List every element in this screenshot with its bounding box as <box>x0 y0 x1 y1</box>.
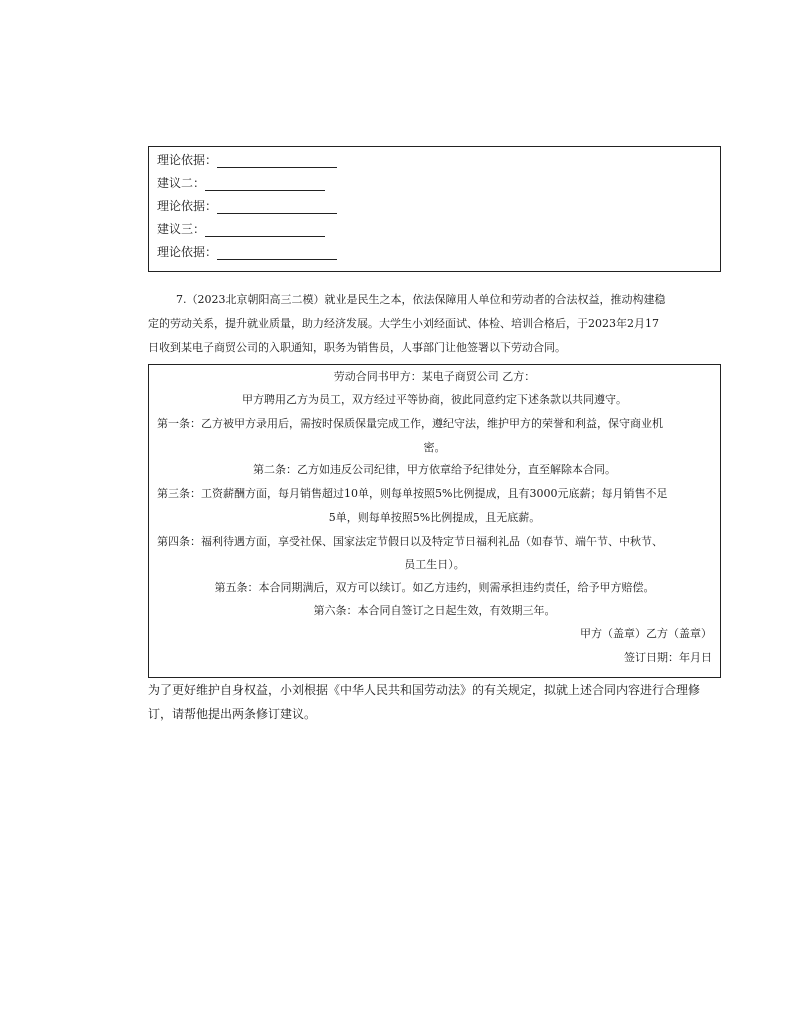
question-line-3: 日收到某电子商贸公司的入职通知，职务为销售员，人事部门让他签署以下劳动合同。 <box>148 341 566 354</box>
answer-blank[interactable] <box>217 154 337 168</box>
contract-header: 劳动合同书甲方：某电子商贸公司 乙方： <box>333 370 536 383</box>
row-label: 理论依据： <box>157 153 218 167</box>
clause-4-line-2: 员工生日）。 <box>404 558 465 571</box>
row-label: 建议三： <box>157 222 206 236</box>
theory-basis-row-3 <box>157 244 337 260</box>
question-line-2: 定的劳动关系，提升就业质量，助力经济发展。大学生小刘经面试、体检、培训合格后，于2023年2月17 <box>148 317 659 330</box>
answer-blank[interactable] <box>217 246 337 260</box>
row-label: 建议二： <box>157 176 206 190</box>
clause-4-line-1: 第四条：福利待遇方面，享受社保、国家法定节假日以及特定节日福利礼品（如春节、端午节、中秋节、 <box>157 535 663 548</box>
signature-line: 甲方（盖章）乙方（盖章） <box>580 627 712 640</box>
answer-blank[interactable] <box>205 177 325 191</box>
answer-blank[interactable] <box>205 223 325 237</box>
sign-date: 签订日期：年月日 <box>624 651 712 664</box>
theory-basis-row-1 <box>157 152 337 168</box>
question-line-1: 7.（2023北京朝阳高三二模）就业是民生之本，依法保障用人单位和劳动者的合法权益，推动构建稳 <box>176 293 666 306</box>
task-line-1: 为了更好维护自身权益，小刘根据《中华人民共和国劳动法》的有关规定，拟就上述合同内容进行合理修 <box>148 683 701 697</box>
clause-1-line-2: 密。 <box>423 441 446 454</box>
contract-intro: 甲方聘用乙方为员工，双方经过平等协商，彼此同意约定下述条款以共同遵守。 <box>242 393 627 406</box>
clause-5: 第五条：本合同期满后，双方可以续订。如乙方违约，则需承担违约责任，给予甲方赔偿。 <box>214 581 655 594</box>
clause-6: 第六条：本合同自签订之日起生效，有效期三年。 <box>313 604 556 617</box>
answer-box <box>148 146 721 272</box>
row-label: 理论依据： <box>157 199 218 213</box>
answer-blank[interactable] <box>217 200 337 214</box>
contract-box <box>148 364 721 678</box>
theory-basis-row-2 <box>157 198 337 214</box>
clause-2: 第二条：乙方如违反公司纪律，甲方依章给予纪律处分，直至解除本合同。 <box>253 463 616 476</box>
clause-1-line-1: 第一条：乙方被甲方录用后，需按时保质保量完成工作，遵纪守法，维护甲方的荣誉和利益，保守商业机 <box>157 417 663 430</box>
row-label: 理论依据： <box>157 245 218 259</box>
suggestion-2-row <box>157 175 325 191</box>
clause-3-line-1: 第三条：工资薪酬方面，每月销售超过10单，则每单按照5%比例提成，且有3000元底薪；每月销售不足 <box>157 487 668 500</box>
task-line-2: 订，请帮他提出两条修订建议。 <box>148 707 317 721</box>
clause-3-line-2: 5单，则每单按照5%比例提成，且无底薪。 <box>328 511 541 524</box>
suggestion-3-row <box>157 221 325 237</box>
